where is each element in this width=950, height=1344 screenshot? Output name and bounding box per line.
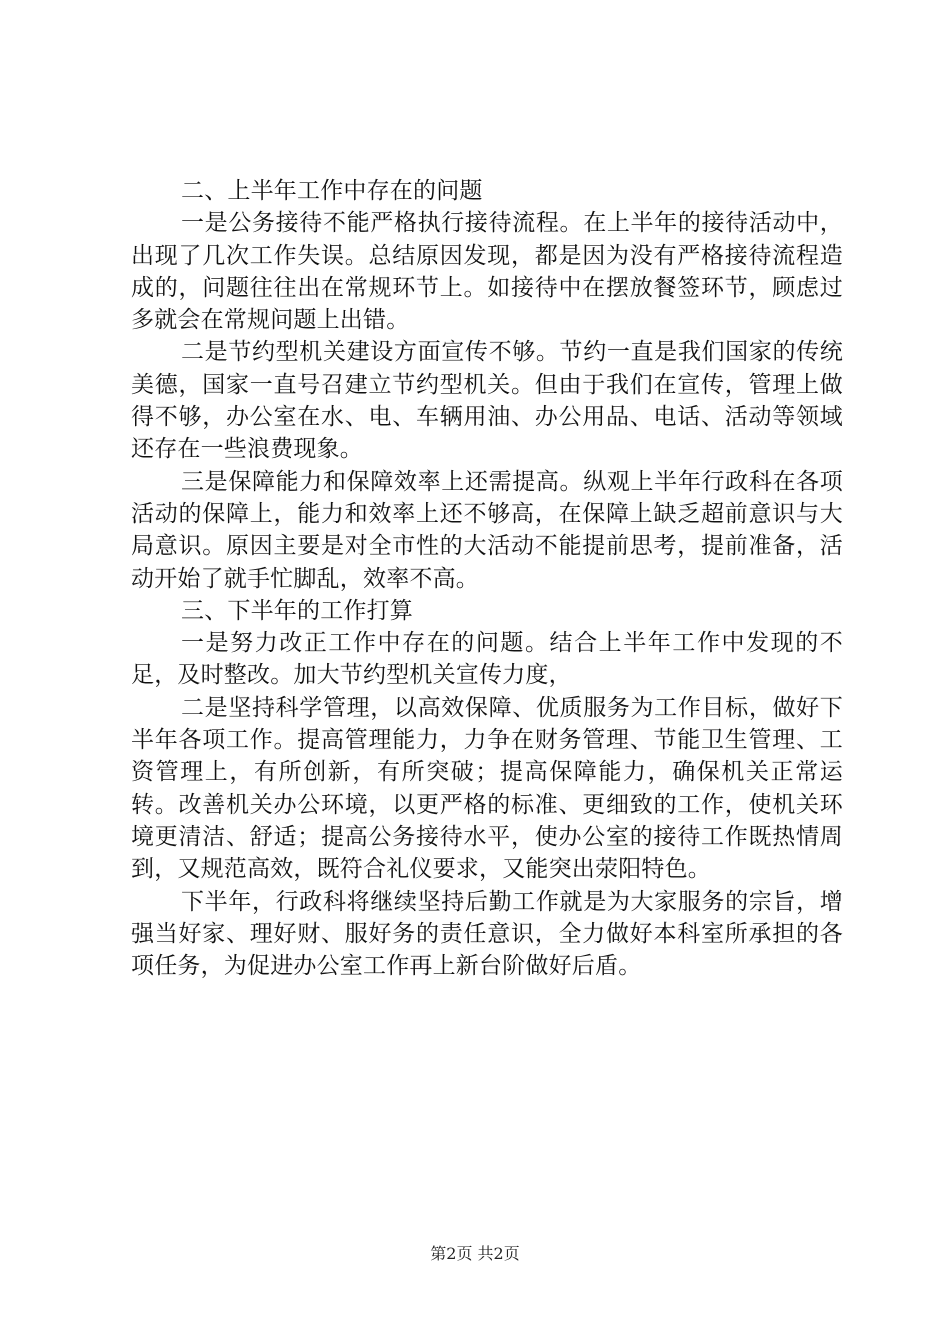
paragraph-correct-problems: 一是努力改正工作中存在的问题。结合上半年工作中发现的不足，及时整改。加大节约型机关宣传力度， — [131, 630, 843, 689]
paragraph-conclusion: 下半年，行政科将继续坚持后勤工作就是为大家服务的宗旨，增强当好家、理好财、服好务的责任意识，全力做好本科室所承担的各项任务，为促进办公室工作再上新台阶做好后盾。 — [131, 888, 843, 980]
paragraph-scientific-management: 二是坚持科学管理，以高效保障、优质服务为工作目标，做好下半年各项工作。提高管理能力，力争在财务管理、节能卫生管理、工资管理上，有所创新，有所突破；提高保障能力，确保机关正常运转。改善机关办公环境，以更严格的标准、更细致的工作，使机关环境更清洁、舒适；提高公务接待水平，使办公室的接待工作既热情周到，又规范高效，既符合礼仪要求，又能突出荥阳特色。 — [131, 694, 843, 883]
paragraph-support-capacity: 三是保障能力和保障效率上还需提高。纵观上半年行政科在各项活动的保障上，能力和效率上还不够高，在保障上缺乏超前意识与大局意识。原因主要是对全市性的大活动不能提前思考，提前准备，活动开始了就手忙脚乱，效率不高。 — [131, 468, 843, 592]
section-heading-problems: 二、上半年工作中存在的问题 — [181, 178, 483, 204]
paragraph-reception-issue: 一是公务接待不能严格执行接待流程。在上半年的接待活动中，出现了几次工作失误。总结原因发现，都是因为没有严格接待流程造成的，问题往往出在常规环节上。如接待中在摆放餐签环节，顾虑过多就会在常规问题上出错。 — [131, 210, 843, 334]
paragraph-saving-publicity: 二是节约型机关建设方面宣传不够。节约一直是我们国家的传统美德，国家一直号召建立节约型机关。但由于我们在宣传，管理上做得不够，办公室在水、电、车辆用油、办公用品、电话、活动等领域还存在一些浪费现象。 — [131, 339, 843, 463]
page-number-footer: 第2页 共2页 — [430, 1244, 520, 1263]
section-heading-plans: 三、下半年的工作打算 — [181, 597, 413, 624]
document-body — [131, 175, 843, 982]
